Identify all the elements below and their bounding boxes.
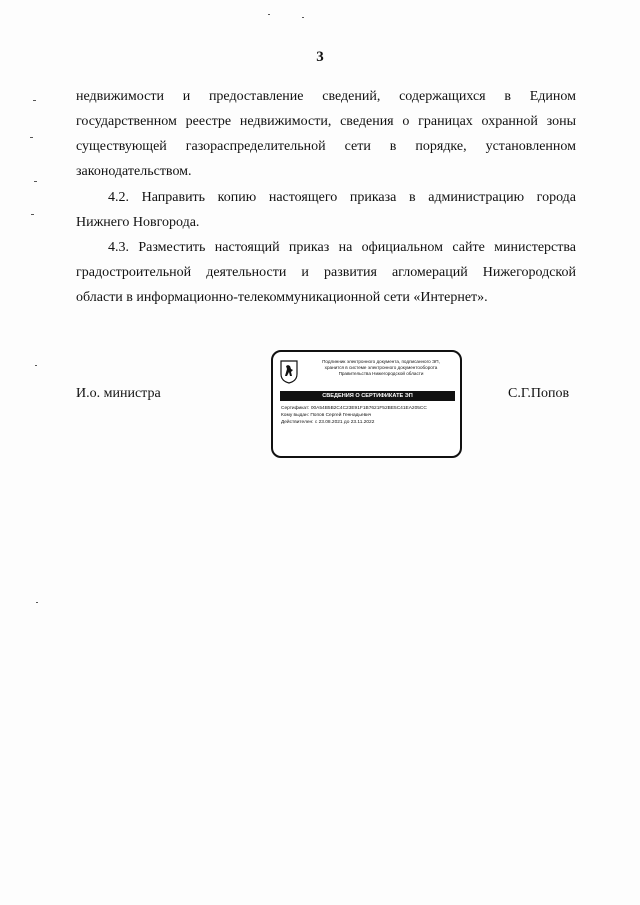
signatory-name: С.Г.Попов — [508, 386, 570, 401]
page-number: 3 — [316, 49, 324, 65]
text-line: Нижнего Новгорода. — [76, 215, 200, 230]
text-line: недвижимости и предоставление сведений, содержащихся в Едином — [76, 89, 576, 104]
stamp-certificate-row: Сертификат: 00A54B5B2C4C23E91F1B7621F52BE5C41EA205CC — [281, 406, 427, 411]
text-line: области в информационно-телекоммуникационной сети «Интернет». — [76, 290, 488, 305]
paragraph-4-2 — [76, 185, 576, 235]
text-line: градостроительной деятельности и развития агломераций Нижегородской — [76, 265, 576, 280]
text-line: государственном реестре недвижимости, сведения о границах охранной зоны — [76, 114, 576, 129]
paragraph-4-3 — [76, 235, 576, 310]
text-line: 4.3. Разместить настоящий приказ на официальном сайте министерства — [108, 240, 576, 255]
electronic-signature-stamp — [271, 350, 462, 458]
scan-mark — [268, 14, 270, 15]
scan-mark — [34, 181, 37, 182]
stamp-certificate-details — [281, 405, 459, 426]
stamp-notice-line: Подлинник электронного документа, подписанного ЭП, — [322, 359, 440, 364]
stamp-notice-line: Правительства Нижегородской области — [338, 371, 424, 376]
scan-mark — [302, 17, 304, 18]
scan-mark — [31, 214, 34, 215]
scan-mark — [33, 100, 36, 101]
scan-mark — [30, 137, 33, 138]
stamp-notice-line: хранится в системе электронного документооборота — [324, 365, 438, 370]
coat-of-arms-icon — [280, 360, 298, 384]
stamp-header: СВЕДЕНИЯ О СЕРТИФИКАТЕ ЭП — [280, 391, 455, 401]
stamp-validity-row: Действителен: с 23.08.2021 до 23.11.2022 — [281, 420, 375, 425]
scan-mark — [35, 365, 37, 366]
text-line: законодательством. — [76, 164, 192, 179]
stamp-notice — [303, 359, 459, 377]
scan-mark — [36, 602, 38, 603]
stamp-owner-row: Кому выдан: Попов Сергей Геннадьевич — [281, 413, 372, 418]
text-line: существующей газораспределительной сети в порядке, установленном — [76, 139, 576, 154]
signatory-position: И.о. министра — [76, 386, 161, 401]
paragraph-4-1-continuation — [76, 84, 576, 184]
text-line: 4.2. Направить копию настоящего приказа в администрацию города — [108, 190, 576, 205]
